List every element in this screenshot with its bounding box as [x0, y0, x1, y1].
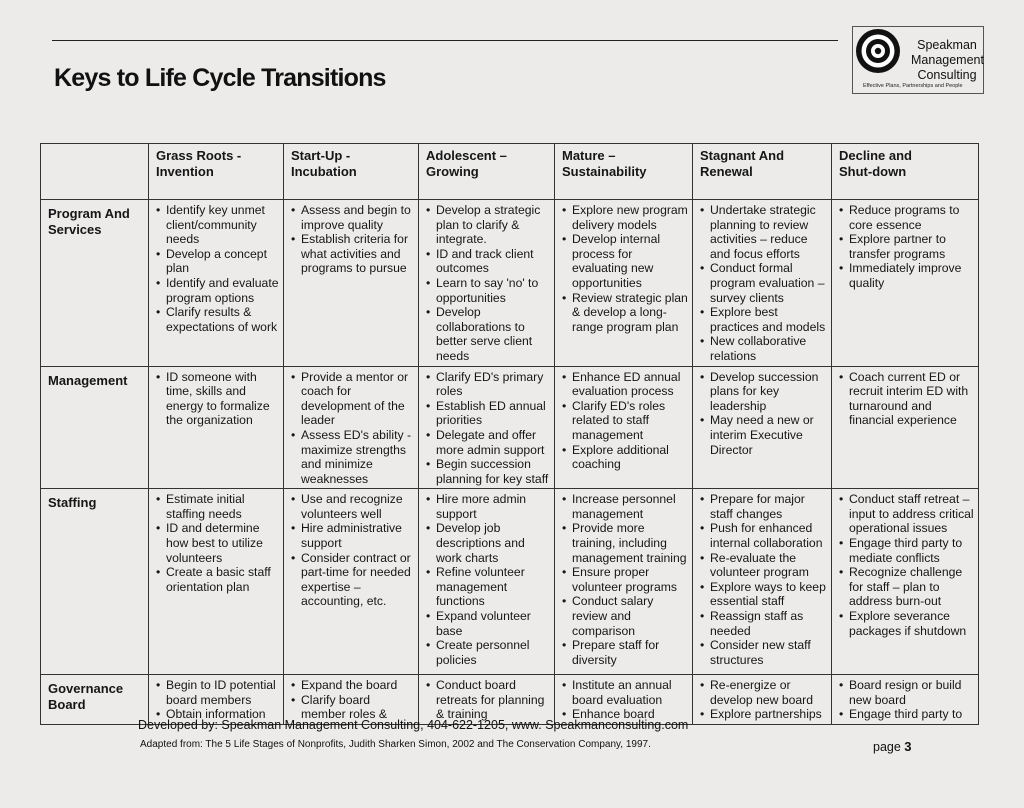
bullet-item: • Prepare for major staff changes [700, 492, 827, 521]
bullet-item: • Reduce programs to core essence [839, 203, 974, 232]
corner-header [41, 144, 149, 200]
stage-header: Grass Roots - Invention [149, 144, 284, 200]
bullet-item: • Assess ED's ability - maximize strengths and minimize weaknesses [291, 428, 414, 486]
bullet-item: • Create a basic staff orientation plan [156, 565, 279, 594]
bullet-list [700, 370, 827, 458]
bullet-item: • Expand volunteer base [426, 609, 550, 638]
bullet-list [562, 492, 688, 667]
bullet-list [291, 203, 414, 276]
header-rule [52, 40, 838, 41]
bullet-item: • Conduct salary review and comparison [562, 594, 688, 638]
bullet-item: • Consider new staff structures [700, 638, 827, 667]
bullet-item: • Refine volunteer management functions [426, 565, 550, 609]
table-row [41, 200, 979, 367]
bullet-item: • Reassign staff as needed [700, 609, 827, 638]
bullet-list [839, 492, 974, 638]
bullet-item: • Institute an annual board evaluation [562, 678, 688, 707]
company-logo [852, 26, 984, 94]
bullet-item: • Assess and begin to improve quality [291, 203, 414, 232]
table-cell [149, 200, 284, 367]
bullet-item: • Use and recognize volunteers well [291, 492, 414, 521]
bullet-item: • Establish criteria for what activities and programs to pursue [291, 232, 414, 276]
bullet-item: • Develop a strategic plan to clarify & integrate. [426, 203, 550, 247]
bullet-item: • Re-evaluate the volunteer program [700, 551, 827, 580]
bullet-item: • Provide more training, including management training [562, 521, 688, 565]
bullet-item: • Clarify ED's primary roles [426, 370, 550, 399]
bullet-item: • Review strategic plan & develop a long-range program plan [562, 291, 688, 335]
bullet-item: • Recognize challenge for staff – plan to address burn-out [839, 565, 974, 609]
stage-header: Start-Up - Incubation [284, 144, 419, 200]
logo-company-name: Speakman Management Consulting [911, 38, 984, 82]
bullet-item: • Explore best practices and models [700, 305, 827, 334]
bullet-list [156, 678, 279, 722]
page-number-value: 3 [904, 739, 912, 754]
bullet-item: • Clarify results & expectations of work [156, 305, 279, 334]
table-cell [693, 366, 832, 489]
bullet-item: • Explore additional coaching [562, 443, 688, 472]
table-cell [555, 366, 693, 489]
table-cell [693, 675, 832, 725]
bullet-item: • Clarify board member roles & [291, 693, 414, 722]
bullet-item: • Begin to ID potential board members [156, 678, 279, 707]
bullet-item: • Develop a concept plan [156, 247, 279, 276]
bullet-item: • May need a new or interim Executive Director [700, 413, 827, 457]
bullet-item: • Identify and evaluate program options [156, 276, 279, 305]
bullet-list [156, 492, 279, 594]
bullet-item: • Prepare staff for diversity [562, 638, 688, 667]
bullet-item: • Explore partnerships [700, 707, 827, 722]
bullet-item: • Enhance ED annual evaluation process [562, 370, 688, 399]
table-cell [419, 200, 555, 367]
bullet-item: • ID and track client outcomes [426, 247, 550, 276]
bullet-item: • Conduct board retreats for planning & training [426, 678, 550, 722]
page-label: page [873, 740, 901, 754]
bullet-item: • Push for enhanced internal collaboration [700, 521, 827, 550]
table-cell [555, 200, 693, 367]
bullet-list [700, 203, 827, 364]
bullet-list [156, 203, 279, 334]
table-cell [419, 366, 555, 489]
bullet-item: • Identify key unmet client/community needs [156, 203, 279, 247]
adapted-from-note: Adapted from: The 5 Life Stages of Nonprofits, Judith Sharken Simon, 2002 and The Conservation Company, 1997. [140, 739, 651, 750]
logo-tagline: Effective Plans, Partnerships and People [863, 83, 963, 89]
bullet-item: • Develop job descriptions and work charts [426, 521, 550, 565]
bullet-item: • Explore ways to keep essential staff [700, 580, 827, 609]
bullet-item: • Increase personnel management [562, 492, 688, 521]
bullet-item: • Establish ED annual priorities [426, 399, 550, 428]
table-cell [832, 200, 979, 367]
table-cell [693, 200, 832, 367]
bullet-item: • Board resign or build new board [839, 678, 974, 707]
bullet-item: • Create personnel policies [426, 638, 550, 667]
table-header-row [41, 144, 979, 200]
target-icon [853, 27, 909, 83]
bullet-list [291, 370, 414, 487]
bullet-item: • Explore new program delivery models [562, 203, 688, 232]
table-cell [149, 366, 284, 489]
row-header: Governance Board [41, 675, 149, 725]
developed-by-note: Developed by: Speakman Management Consulting, 404-622-1205, www. Speakmanconsulting.com [138, 718, 689, 732]
bullet-item: • ID and determine how best to utilize volunteers [156, 521, 279, 565]
bullet-list [426, 203, 550, 364]
bullet-item: • Develop internal process for evaluating new opportunities [562, 232, 688, 290]
bullet-item: • Obtain information [156, 707, 279, 722]
stage-header: Decline and Shut-down [832, 144, 979, 200]
bullet-list [839, 203, 974, 291]
table-cell [284, 489, 419, 675]
bullet-list [291, 678, 414, 722]
bullet-list [426, 492, 550, 667]
table-cell [149, 489, 284, 675]
bullet-list [562, 678, 688, 722]
table-cell [419, 489, 555, 675]
bullet-item: • Develop collaborations to better serve client needs [426, 305, 550, 363]
bullet-item: • Consider contract or part-time for needed expertise – accounting, etc. [291, 551, 414, 609]
bullet-item: • Conduct formal program evaluation – survey clients [700, 261, 827, 305]
table-cell [284, 200, 419, 367]
table-body [41, 200, 979, 725]
bullet-item: • Immediately improve quality [839, 261, 974, 290]
stage-header: Adolescent – Growing [419, 144, 555, 200]
table-cell [832, 675, 979, 725]
bullet-item: • New collaborative relations [700, 334, 827, 363]
row-header: Staffing [41, 489, 149, 675]
table-cell [832, 366, 979, 489]
bullet-item: • Learn to say 'no' to opportunities [426, 276, 550, 305]
bullet-list [291, 492, 414, 609]
bullet-list [839, 370, 974, 428]
row-header: Management [41, 366, 149, 489]
bullet-item: • Undertake strategic planning to review activities – reduce and focus efforts [700, 203, 827, 261]
table-row [41, 489, 979, 675]
bullet-list [839, 678, 974, 722]
bullet-item: • Conduct staff retreat – input to address critical operational issues [839, 492, 974, 536]
bullet-item: • Re-energize or develop new board [700, 678, 827, 707]
bullet-item: • ID someone with time, skills and energy to formalize the organization [156, 370, 279, 428]
bullet-item: • Hire more admin support [426, 492, 550, 521]
bullet-item: • Hire administrative support [291, 521, 414, 550]
bullet-item: • Develop succession plans for key leadership [700, 370, 827, 414]
bullet-list [426, 678, 550, 722]
page-number [873, 739, 912, 754]
bullet-item: • Estimate initial staffing needs [156, 492, 279, 521]
stage-header: Mature – Sustainability [555, 144, 693, 200]
bullet-list [700, 492, 827, 667]
bullet-list [562, 370, 688, 472]
bullet-item: • Coach current ED or recruit interim ED with turnaround and financial experience [839, 370, 974, 428]
bullet-list [426, 370, 550, 487]
bullet-item: • Provide a mentor or coach for development of the leader [291, 370, 414, 428]
bullet-list [700, 678, 827, 722]
bullet-item: • Explore severance packages if shutdown [839, 609, 974, 638]
bullet-item: • Clarify ED's roles related to staff management [562, 399, 688, 443]
table-cell [284, 366, 419, 489]
bullet-item: • Explore partner to transfer programs [839, 232, 974, 261]
bullet-item: • Begin succession planning for key staff [426, 457, 550, 486]
bullet-item: • Engage third party to [839, 707, 974, 722]
table-row [41, 366, 979, 489]
bullet-item: • Expand the board [291, 678, 414, 693]
row-header: Program And Services [41, 200, 149, 367]
bullet-item: • Enhance board [562, 707, 688, 722]
bullet-item: • Engage third party to mediate conflicts [839, 536, 974, 565]
page-title: Keys to Life Cycle Transitions [54, 64, 386, 92]
table-cell [832, 489, 979, 675]
table-cell [555, 489, 693, 675]
bullet-item: • Ensure proper volunteer programs [562, 565, 688, 594]
bullet-list [562, 203, 688, 334]
bullet-item: • Delegate and offer more admin support [426, 428, 550, 457]
transitions-table [40, 143, 979, 725]
table-cell [693, 489, 832, 675]
stage-header: Stagnant And Renewal [693, 144, 832, 200]
bullet-list [156, 370, 279, 428]
